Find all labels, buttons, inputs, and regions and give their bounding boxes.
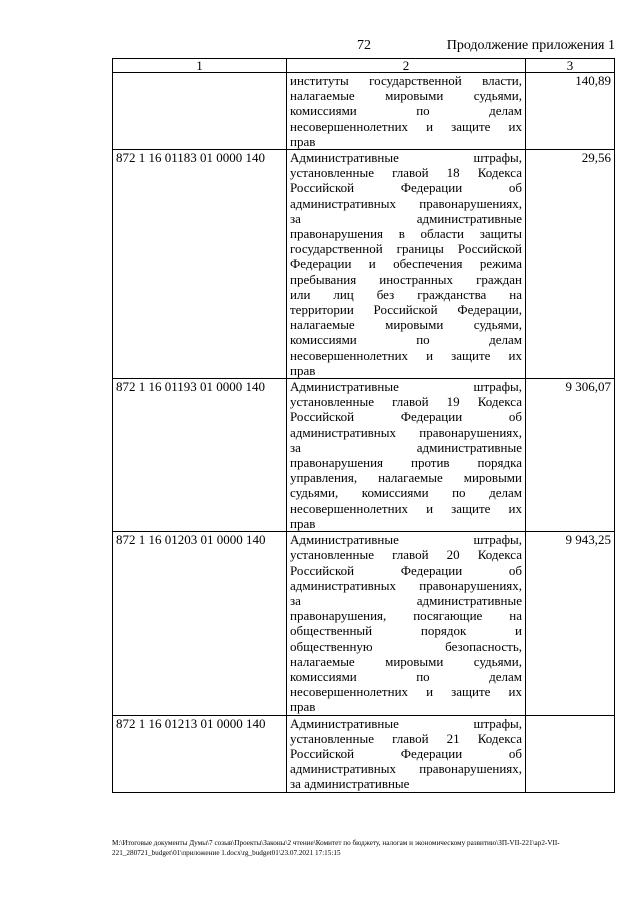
description-line: Федерации и обеспечения режима bbox=[290, 256, 522, 272]
description-line: административных правонарушениях, bbox=[290, 195, 522, 211]
description-cell bbox=[287, 379, 526, 532]
description-line: налагаемые мировыми судьями, bbox=[290, 317, 522, 333]
description-line: административных правонарушениях, bbox=[290, 424, 522, 440]
description-line: установленные главой 18 Кодекса bbox=[290, 165, 522, 181]
continuation-label: Продолжение приложения 1 bbox=[446, 38, 615, 53]
description-line: общественный порядок и bbox=[290, 623, 522, 639]
amount-cell bbox=[526, 715, 615, 792]
description-line: прав bbox=[290, 515, 316, 531]
description-line: комиссиями по делам bbox=[290, 668, 522, 684]
budget-code-cell: 872 1 16 01203 01 0000 140 bbox=[113, 532, 287, 715]
description-cell bbox=[287, 715, 526, 792]
budget-code-cell: 872 1 16 01213 01 0000 140 bbox=[113, 715, 287, 792]
description-line: правонарушения против порядка bbox=[290, 455, 522, 471]
amount-cell: 140,89 bbox=[526, 73, 615, 150]
description-line: за административные bbox=[290, 439, 522, 455]
description-line: Административные штрафы, bbox=[290, 379, 522, 395]
budget-code-cell: 872 1 16 01193 01 0000 140 bbox=[113, 379, 287, 532]
table-row bbox=[113, 715, 615, 792]
description-line: установленные главой 21 Кодекса bbox=[290, 730, 522, 746]
description-line: за административные bbox=[290, 592, 522, 608]
description-line: Российской Федерации об bbox=[290, 562, 522, 578]
description-line: комиссиями по делам bbox=[290, 332, 522, 348]
table-row bbox=[113, 379, 615, 532]
description-line: государственной границы Российской bbox=[290, 241, 522, 257]
column-header-2: 2 bbox=[287, 59, 526, 73]
amount-cell: 29,56 bbox=[526, 150, 615, 379]
description-cell bbox=[287, 532, 526, 715]
description-line: правонарушения, посягающие на bbox=[290, 608, 522, 624]
description-line: административных правонарушениях, bbox=[290, 577, 522, 593]
budget-code-cell bbox=[113, 73, 287, 150]
description-line: установленные главой 20 Кодекса bbox=[290, 547, 522, 563]
budget-table bbox=[112, 58, 615, 793]
description-line: прав bbox=[290, 699, 316, 715]
description-line: Административные штрафы, bbox=[290, 532, 522, 548]
description-line: за административные bbox=[290, 776, 410, 792]
description-line: несовершеннолетних и защите их bbox=[290, 684, 522, 700]
footer-path-line-1: M:\Итоговые документы Думы\7 созыв\Проекты\Законы\2 чтение\Комитет по бюджету, налогам и экономическому развитию\ЗП-VII-221\ар2-VII- bbox=[112, 839, 560, 847]
description-line: несовершеннолетних и защите их bbox=[290, 347, 522, 363]
table-row bbox=[113, 73, 615, 150]
page-number: 72 bbox=[357, 38, 371, 53]
description-line: Российской Федерации об bbox=[290, 409, 522, 425]
description-line: правонарушения в области защиты bbox=[290, 226, 522, 242]
description-line: судьями, комиссиями по делам bbox=[290, 485, 522, 501]
description-line: институты государственной власти, bbox=[290, 73, 522, 88]
description-line: налагаемые мировыми судьями, bbox=[290, 88, 522, 104]
description-line: несовершеннолетних и защите их bbox=[290, 500, 522, 516]
amount-cell: 9 943,25 bbox=[526, 532, 615, 715]
file-path-footer bbox=[112, 839, 617, 858]
description-line: Административные штрафы, bbox=[290, 715, 522, 731]
description-line: Российской Федерации об bbox=[290, 180, 522, 196]
description-line: за административные bbox=[290, 210, 522, 226]
description-cell bbox=[287, 150, 526, 379]
description-cell bbox=[287, 73, 526, 150]
column-header-3: 3 bbox=[526, 59, 615, 73]
description-line: управления, налагаемые мировыми bbox=[290, 470, 522, 486]
description-line: Административные штрафы, bbox=[290, 150, 522, 166]
description-line: территории Российской Федерации, bbox=[290, 302, 522, 318]
description-line: пребывания иностранных граждан bbox=[290, 271, 522, 287]
description-line: установленные главой 19 Кодекса bbox=[290, 394, 522, 410]
description-line: несовершеннолетних и защите их bbox=[290, 118, 522, 134]
description-line: комиссиями по делам bbox=[290, 103, 522, 119]
description-line: прав bbox=[290, 362, 316, 378]
description-line: налагаемые мировыми судьями, bbox=[290, 653, 522, 669]
description-line: Российской Федерации об bbox=[290, 745, 522, 761]
description-line: прав bbox=[290, 133, 316, 149]
footer-path-line-2: 221_280721_budget\01\приложение 1.docx\rg_budget01\23.07.2021 17:15:15 bbox=[112, 848, 341, 857]
description-line: или лиц без гражданства на bbox=[290, 286, 522, 302]
table-row bbox=[113, 150, 615, 379]
table-row bbox=[113, 532, 615, 715]
table-header-row bbox=[113, 59, 615, 73]
description-line: административных правонарушениях, bbox=[290, 761, 522, 777]
budget-code-cell: 872 1 16 01183 01 0000 140 bbox=[113, 150, 287, 379]
description-line: общественную безопасность, bbox=[290, 638, 522, 654]
column-header-1: 1 bbox=[113, 59, 287, 73]
amount-cell: 9 306,07 bbox=[526, 379, 615, 532]
